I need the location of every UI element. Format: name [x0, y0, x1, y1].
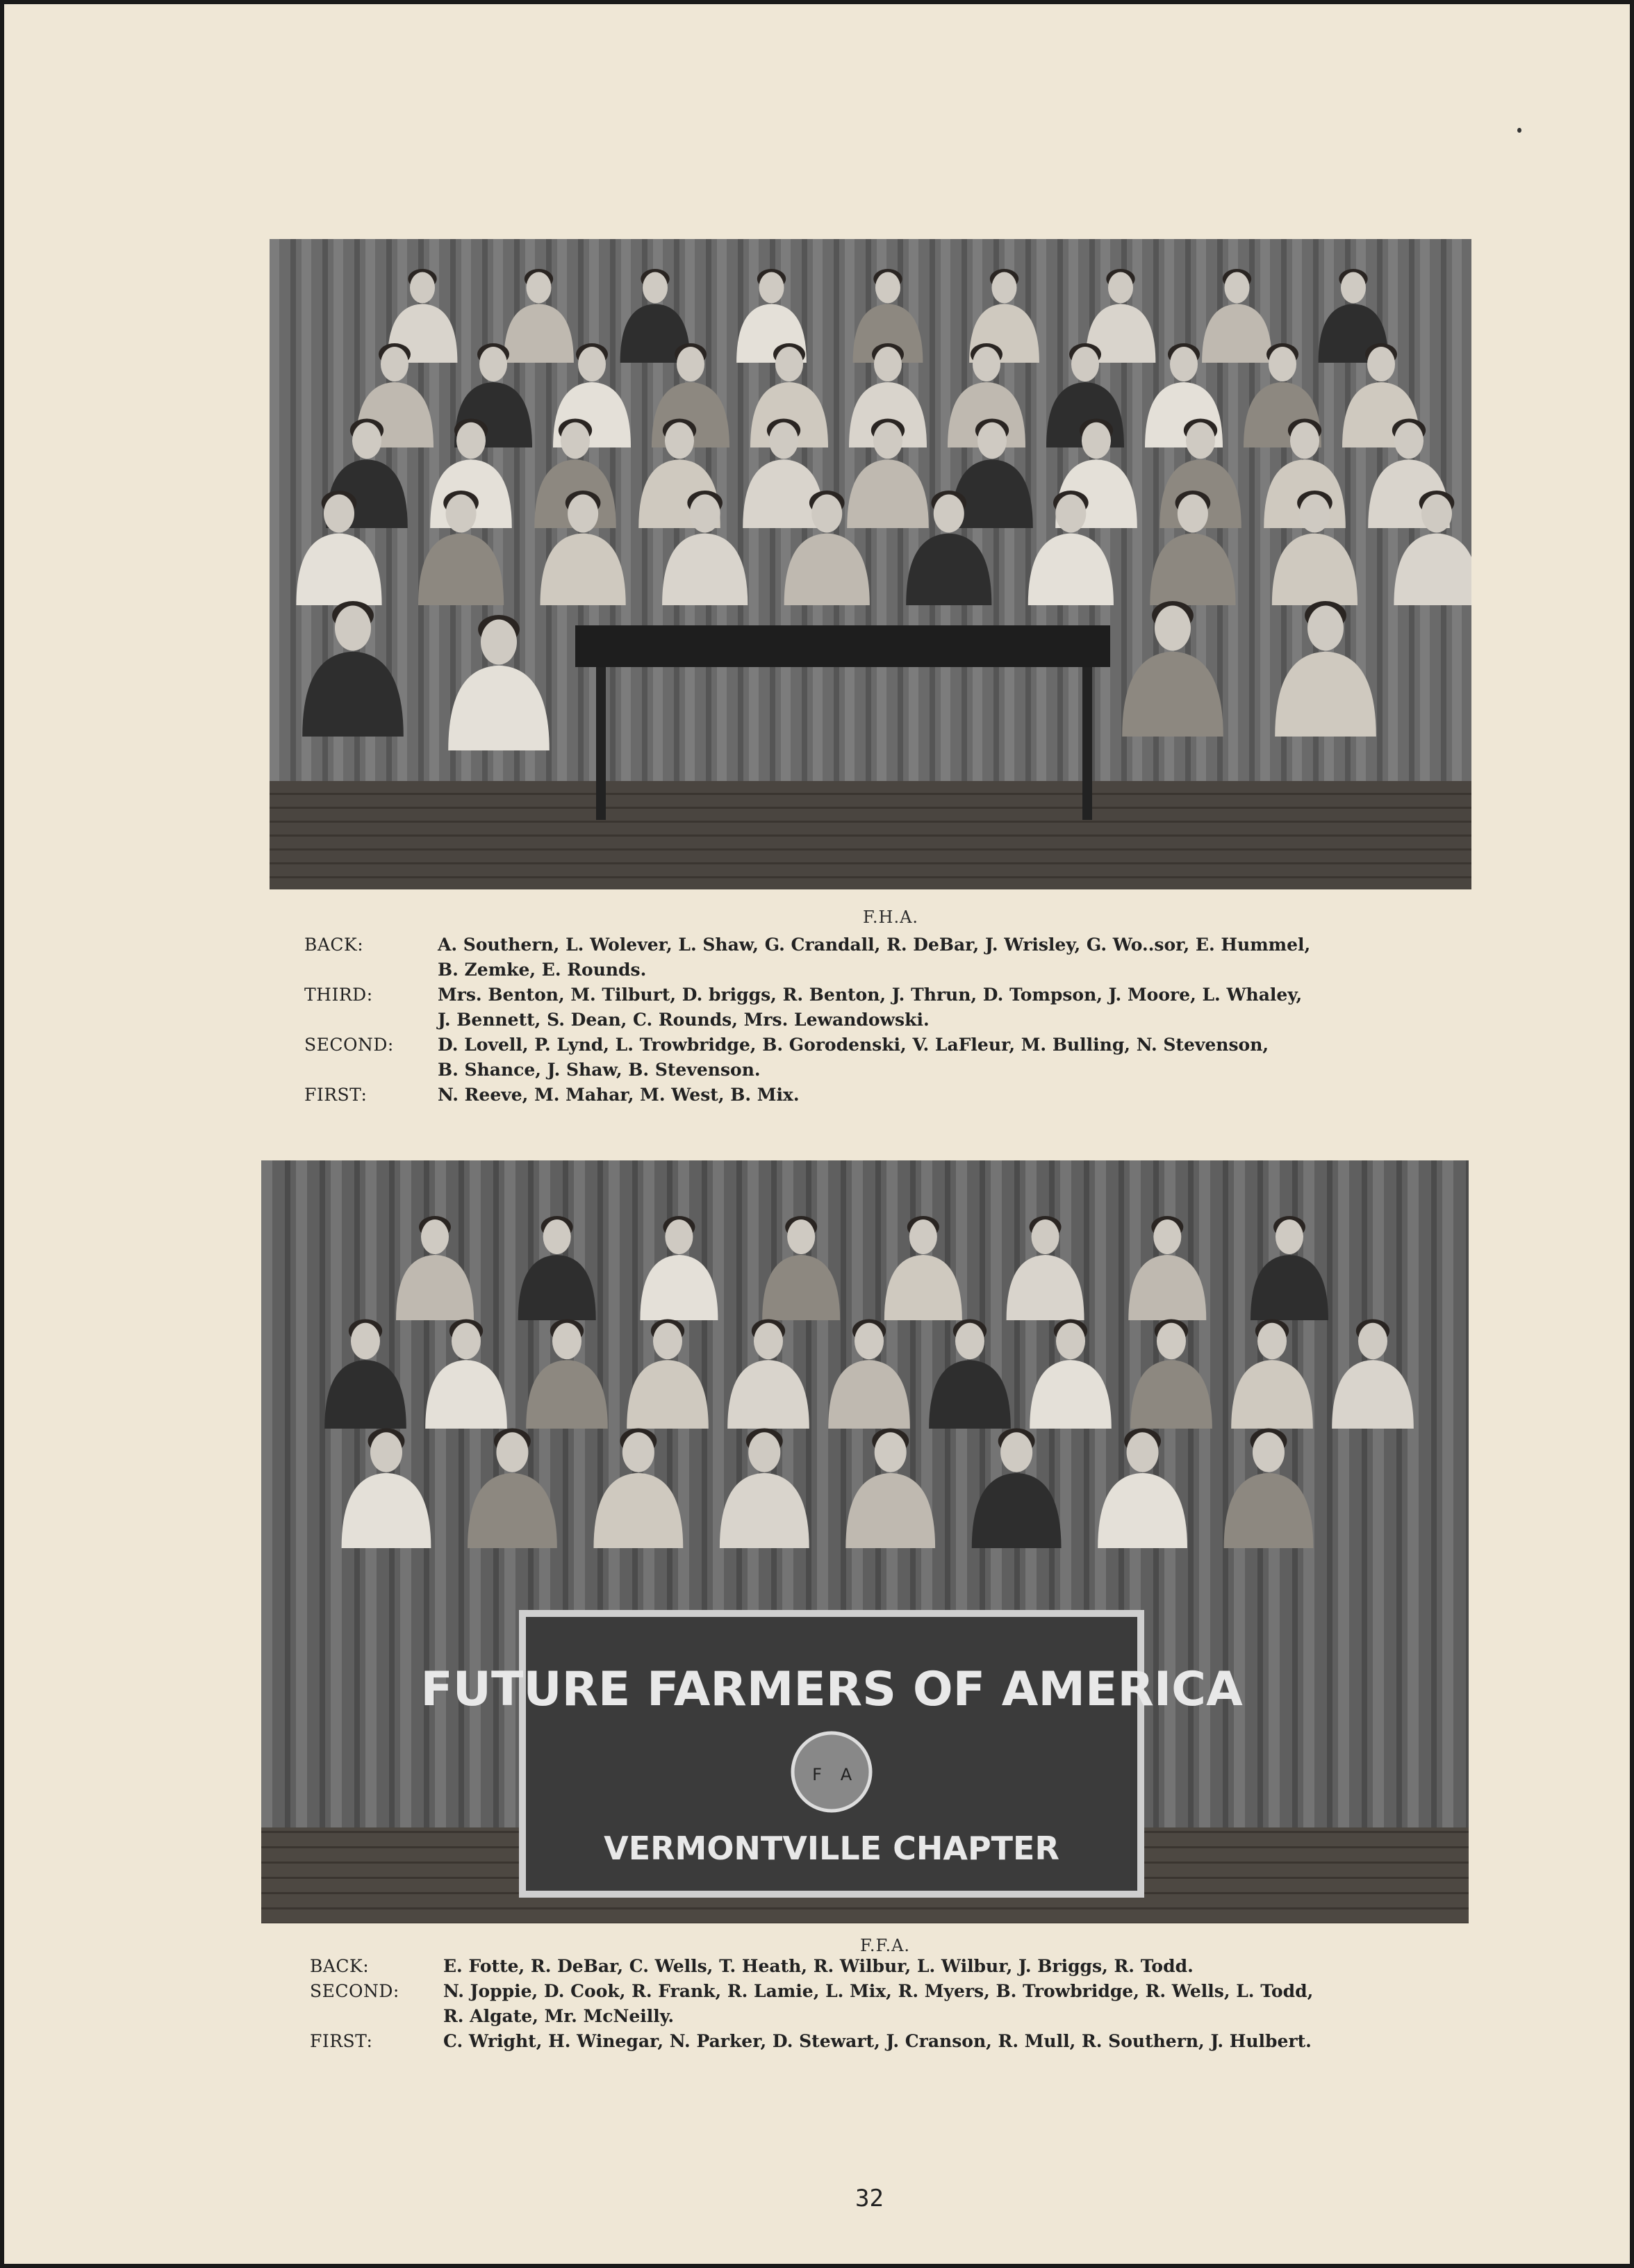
person-head: [855, 1323, 884, 1360]
ffa-group-photo: [261, 1160, 1469, 1923]
person-head: [578, 347, 606, 381]
person-head: [324, 495, 354, 533]
ffa-photo-illustration: [261, 1160, 1469, 1923]
person-head: [875, 1432, 907, 1472]
roster-names: D. Lovell, P. Lynd, L. Trowbridge, B. Gorodenski, V. LaFleur, M. Bulling, N. Stevenson,: [438, 1035, 1269, 1055]
person-head: [811, 495, 842, 533]
person-head: [1257, 1323, 1287, 1360]
person-head: [873, 422, 902, 459]
roster-row-label: SECOND:: [304, 1035, 394, 1055]
person-head: [1170, 347, 1198, 381]
person-head: [1178, 495, 1208, 533]
person-head: [481, 620, 517, 665]
roster-row: [304, 1008, 1458, 1033]
person-head: [1394, 422, 1423, 459]
person-head: [769, 422, 798, 459]
roster-row-label: [304, 958, 438, 983]
person-head: [1153, 1219, 1181, 1254]
person-head: [479, 347, 507, 381]
person-head: [690, 495, 720, 533]
person-head: [973, 347, 1000, 381]
person-head: [1290, 422, 1319, 459]
ffa-roster: [310, 1954, 1463, 2054]
roster-row: [310, 2004, 1463, 2029]
person-head: [643, 272, 668, 304]
person-head: [934, 495, 964, 533]
person-head: [552, 1323, 581, 1360]
person-head: [775, 347, 803, 381]
person-head: [1341, 272, 1366, 304]
ffa-emblem-icon: [793, 1733, 870, 1811]
person-head: [1253, 1432, 1285, 1472]
person-head: [1108, 272, 1133, 304]
roster-names: A. Southern, L. Wolever, L. Shaw, G. Crandall, R. DeBar, J. Wrisley, G. Wo..sor, E. Hummel,: [438, 935, 1311, 955]
roster-row: [304, 983, 1458, 1008]
person-head: [622, 1432, 654, 1472]
fha-photo-illustration: [270, 239, 1471, 889]
roster-row-label: FIRST:: [304, 1085, 368, 1105]
person-head: [977, 422, 1007, 459]
roster-row-label: [304, 1008, 438, 1033]
person-head: [496, 1432, 528, 1472]
person-head: [1056, 1323, 1085, 1360]
yearbook-page: [4, 4, 1630, 2264]
person-head: [1358, 1323, 1387, 1360]
person-head: [759, 272, 784, 304]
roster-row-label: BACK:: [310, 1956, 370, 1976]
person-head: [665, 422, 694, 459]
roster-names: B. Shance, J. Shaw, B. Stevenson.: [438, 1060, 761, 1080]
ffa-caption-title: F.F.A.: [860, 1936, 911, 1955]
person-head: [1299, 495, 1330, 533]
person-head: [1276, 1219, 1303, 1254]
person-head: [410, 272, 435, 304]
person-head: [381, 347, 408, 381]
person-head: [351, 1323, 380, 1360]
person-head: [653, 1323, 682, 1360]
banner-title: FUTURE FARMERS OF AMERICA: [420, 1662, 1243, 1717]
person-head: [561, 422, 590, 459]
person-head: [677, 347, 704, 381]
emblem-letter-left: F: [812, 1765, 822, 1784]
ink-speck: [1517, 128, 1521, 133]
emblem-letter-right: A: [840, 1765, 852, 1784]
person-head: [874, 347, 902, 381]
person-head: [1157, 1323, 1186, 1360]
person-head: [909, 1219, 937, 1254]
person-head: [421, 1219, 449, 1254]
person-head: [1307, 606, 1344, 651]
roster-row-label: SECOND:: [310, 1981, 399, 2001]
person-head: [352, 422, 381, 459]
person-head: [568, 495, 598, 533]
person-head: [446, 495, 477, 533]
person-head: [787, 1219, 815, 1254]
roster-names: J. Bennett, S. Dean, C. Rounds, Mrs. Lewandowski.: [438, 1010, 930, 1030]
roster-names: C. Wright, H. Winegar, N. Parker, D. Stewart, J. Cranson, R. Mull, R. Southern, J. Hulbert.: [443, 2031, 1312, 2051]
person-head: [1225, 272, 1250, 304]
person-head: [1421, 495, 1452, 533]
roster-row: [310, 1954, 1463, 1979]
roster-names: Mrs. Benton, M. Tilburt, D. briggs, R. Benton, J. Thrun, D. Tompson, J. Moore, L. Whaley,: [438, 985, 1303, 1005]
roster-row-label: THIRD:: [304, 985, 373, 1005]
person-head: [456, 422, 486, 459]
person-head: [1055, 495, 1086, 533]
person-head: [1367, 347, 1395, 381]
roster-row-label: [304, 1058, 438, 1083]
roster-row-label: FIRST:: [310, 2031, 373, 2051]
person-head: [335, 606, 371, 651]
banner-subtitle: VERMONTVILLE CHAPTER: [604, 1830, 1059, 1867]
person-head: [1186, 422, 1215, 459]
person-head: [1071, 347, 1099, 381]
fha-roster: [304, 932, 1458, 1108]
person-head: [875, 272, 900, 304]
person-head: [748, 1432, 780, 1472]
roster-row: [310, 1979, 1463, 2004]
roster-row: [304, 932, 1458, 958]
person-head: [543, 1219, 571, 1254]
person-head: [955, 1323, 984, 1360]
fha-caption-title: F.H.A.: [863, 907, 919, 927]
person-head: [370, 1432, 402, 1472]
roster-row-label: BACK:: [304, 935, 364, 955]
roster-row: [304, 1083, 1458, 1108]
roster-names: R. Algate, Mr. McNeilly.: [443, 2006, 675, 2026]
person-head: [665, 1219, 693, 1254]
roster-row: [304, 958, 1458, 983]
person-head: [452, 1323, 481, 1360]
roster-row: [304, 1058, 1458, 1083]
roster-names: N. Joppie, D. Cook, R. Frank, R. Lamie, L. Mix, R. Myers, B. Trowbridge, R. Wells, L. Todd,: [443, 1981, 1314, 2001]
person-head: [1127, 1432, 1159, 1472]
person-head: [992, 272, 1017, 304]
person-head: [1269, 347, 1296, 381]
person-head: [1000, 1432, 1032, 1472]
person-head: [754, 1323, 783, 1360]
person-head: [1032, 1219, 1059, 1254]
roster-names: E. Fotte, R. DeBar, C. Wells, T. Heath, R. Wilbur, L. Wilbur, J. Briggs, R. Todd.: [443, 1956, 1194, 1976]
page-number: 32: [855, 2185, 884, 2212]
person-head: [1082, 422, 1111, 459]
roster-names: N. Reeve, M. Mahar, M. West, B. Mix.: [438, 1085, 800, 1105]
fha-group-photo: [270, 239, 1471, 889]
roster-row: [304, 1033, 1458, 1058]
person-head: [527, 272, 552, 304]
roster-names: B. Zemke, E. Rounds.: [438, 960, 647, 980]
ffa-banner: [420, 1613, 1243, 1894]
roster-row-label: [310, 2004, 443, 2029]
roster-row: [310, 2029, 1463, 2054]
person-head: [1155, 606, 1191, 651]
